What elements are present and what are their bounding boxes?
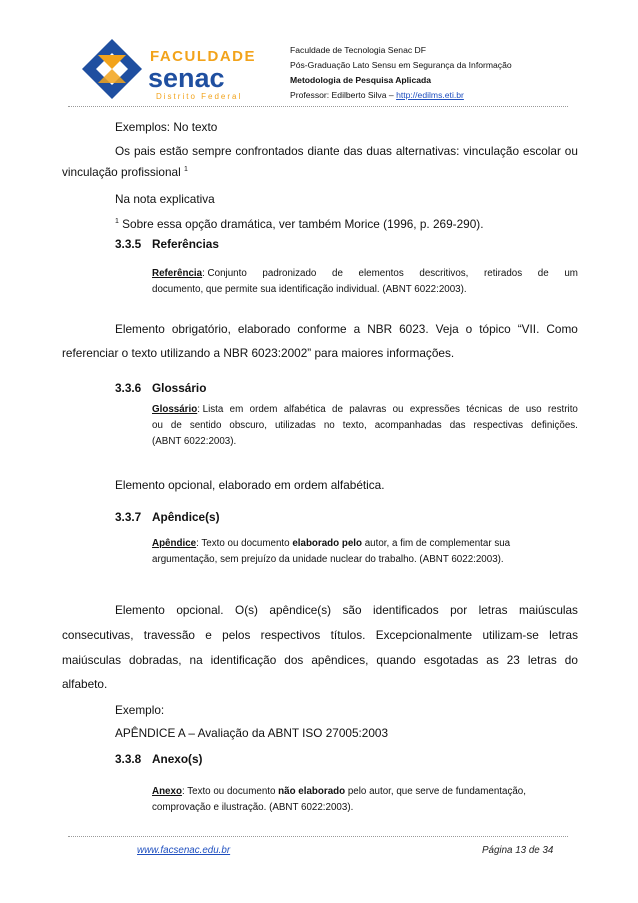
footer-divider <box>68 836 568 837</box>
header-professor <box>290 88 512 103</box>
section-3-3-7-heading: 3.3.7 Apêndice(s) <box>115 510 220 524</box>
glossario-definition-line3: (ABNT 6022:2003). <box>152 436 237 447</box>
example-label-2: Exemplo: <box>115 703 165 717</box>
example-apendice: APÊNDICE A – Avaliação da ABNT ISO 27005:2003 <box>115 726 389 740</box>
section-3-3-6-heading: 3.3.6 Glossário <box>115 381 207 395</box>
paragraph-glossario: Elemento opcional, elaborado em ordem alfabética. <box>115 478 385 492</box>
referencia-definition-line2: documento, que permite sua identificação individual. (ABNT 6022:2003). <box>152 284 467 295</box>
logo-emblem-icon <box>82 39 142 99</box>
header-course: Metodologia de Pesquisa Aplicada <box>290 75 432 85</box>
referencia-definition-line1: Referência: Conjunto padronizado de elementos descritivos, retirados de um <box>152 268 578 279</box>
footer-website-link[interactable]: www.facsenac.edu.br <box>137 845 231 856</box>
example-text-line1: Os pais estão sempre confrontados diante das duas alternativas: vinculação escolar ou <box>115 144 578 158</box>
paragraph-nbr-line1: Elemento obrigatório, elaborado conforme a NBR 6023. Veja o tópico “VII. Como <box>115 322 578 336</box>
example-text-line2: vinculação profissional $^1$ <box>62 164 188 179</box>
senac-logo <box>76 33 276 105</box>
anexo-definition-line2: comprovação e ilustração. (ABNT 6022:2003). <box>152 802 354 813</box>
glossario-definition-line1: Glossário: Lista em ordem alfabética de palavras ou expressões técnicas de uso restrito <box>152 404 578 415</box>
anexo-term: Anexo <box>152 786 182 797</box>
apendice-definition-line2: argumentação, sem prejuízo da unidade nuclear do trabalho. (ABNT 6022:2003). <box>152 554 504 565</box>
footer-page-number: Página 13 de 34 <box>482 845 554 856</box>
referencia-term: Referência <box>152 268 203 279</box>
example-label: Exemplos: No texto <box>115 120 218 134</box>
header-professor-name: Edilberto Silva – <box>329 90 394 100</box>
paragraph-apendice-line2: consecutivas, travessão e pelos respectivos títulos. Excepcionalmente utilizam-se letras <box>62 628 578 642</box>
logo-word-df: Distrito Federal <box>156 92 243 101</box>
header-professor-label: Professor: <box>290 90 330 100</box>
section-3-3-8-heading: 3.3.8 Anexo(s) <box>115 752 203 766</box>
header-professor-link[interactable]: http://edilms.eti.br <box>396 90 464 100</box>
footnote-text: $^1$ Sobre essa opção dramática, ver também Morice (1996, p. 269-290). <box>115 216 484 231</box>
apendice-term: Apêndice <box>152 538 197 549</box>
header-program: Pós-Graduação Lato Sensu em Segurança da Informação <box>290 60 512 70</box>
header-info <box>290 43 512 103</box>
paragraph-apendice-line4: alfabeto. <box>62 677 108 691</box>
anexo-definition-line1: Anexo: Texto ou documento não elaborado pelo autor, que serve de fundamentação, <box>152 786 526 797</box>
glossario-term: Glossário <box>152 404 198 415</box>
glossario-definition-line2: ou de sentido obscuro, utilizadas no texto, acompanhadas das respectivas definições. <box>152 420 578 431</box>
header-institution: Faculdade de Tecnologia Senac DF <box>290 45 426 55</box>
paragraph-apendice-line1: Elemento opcional. O(s) apêndice(s) são identificados por letras maiúsculas <box>115 603 578 617</box>
footnote-marker: 1 <box>183 166 188 173</box>
apendice-definition-line1: Apêndice: Texto ou documento elaborado pelo autor, a fim de complementar sua <box>152 538 511 549</box>
logo-word-senac: senac <box>148 63 225 93</box>
paragraph-apendice-line3: maiúsculas dobradas, na identificação dos apêndices, quando esgotadas as 23 letras do <box>62 653 578 667</box>
section-3-3-5-heading: 3.3.5 Referências <box>115 237 219 251</box>
note-label: Na nota explicativa <box>115 192 215 206</box>
header-divider <box>68 106 568 107</box>
logo-word-faculdade: FACULDADE <box>150 48 256 65</box>
paragraph-nbr-line2: referenciar o texto utilizando a NBR 6023:2002” para maiores informações. <box>62 346 455 360</box>
